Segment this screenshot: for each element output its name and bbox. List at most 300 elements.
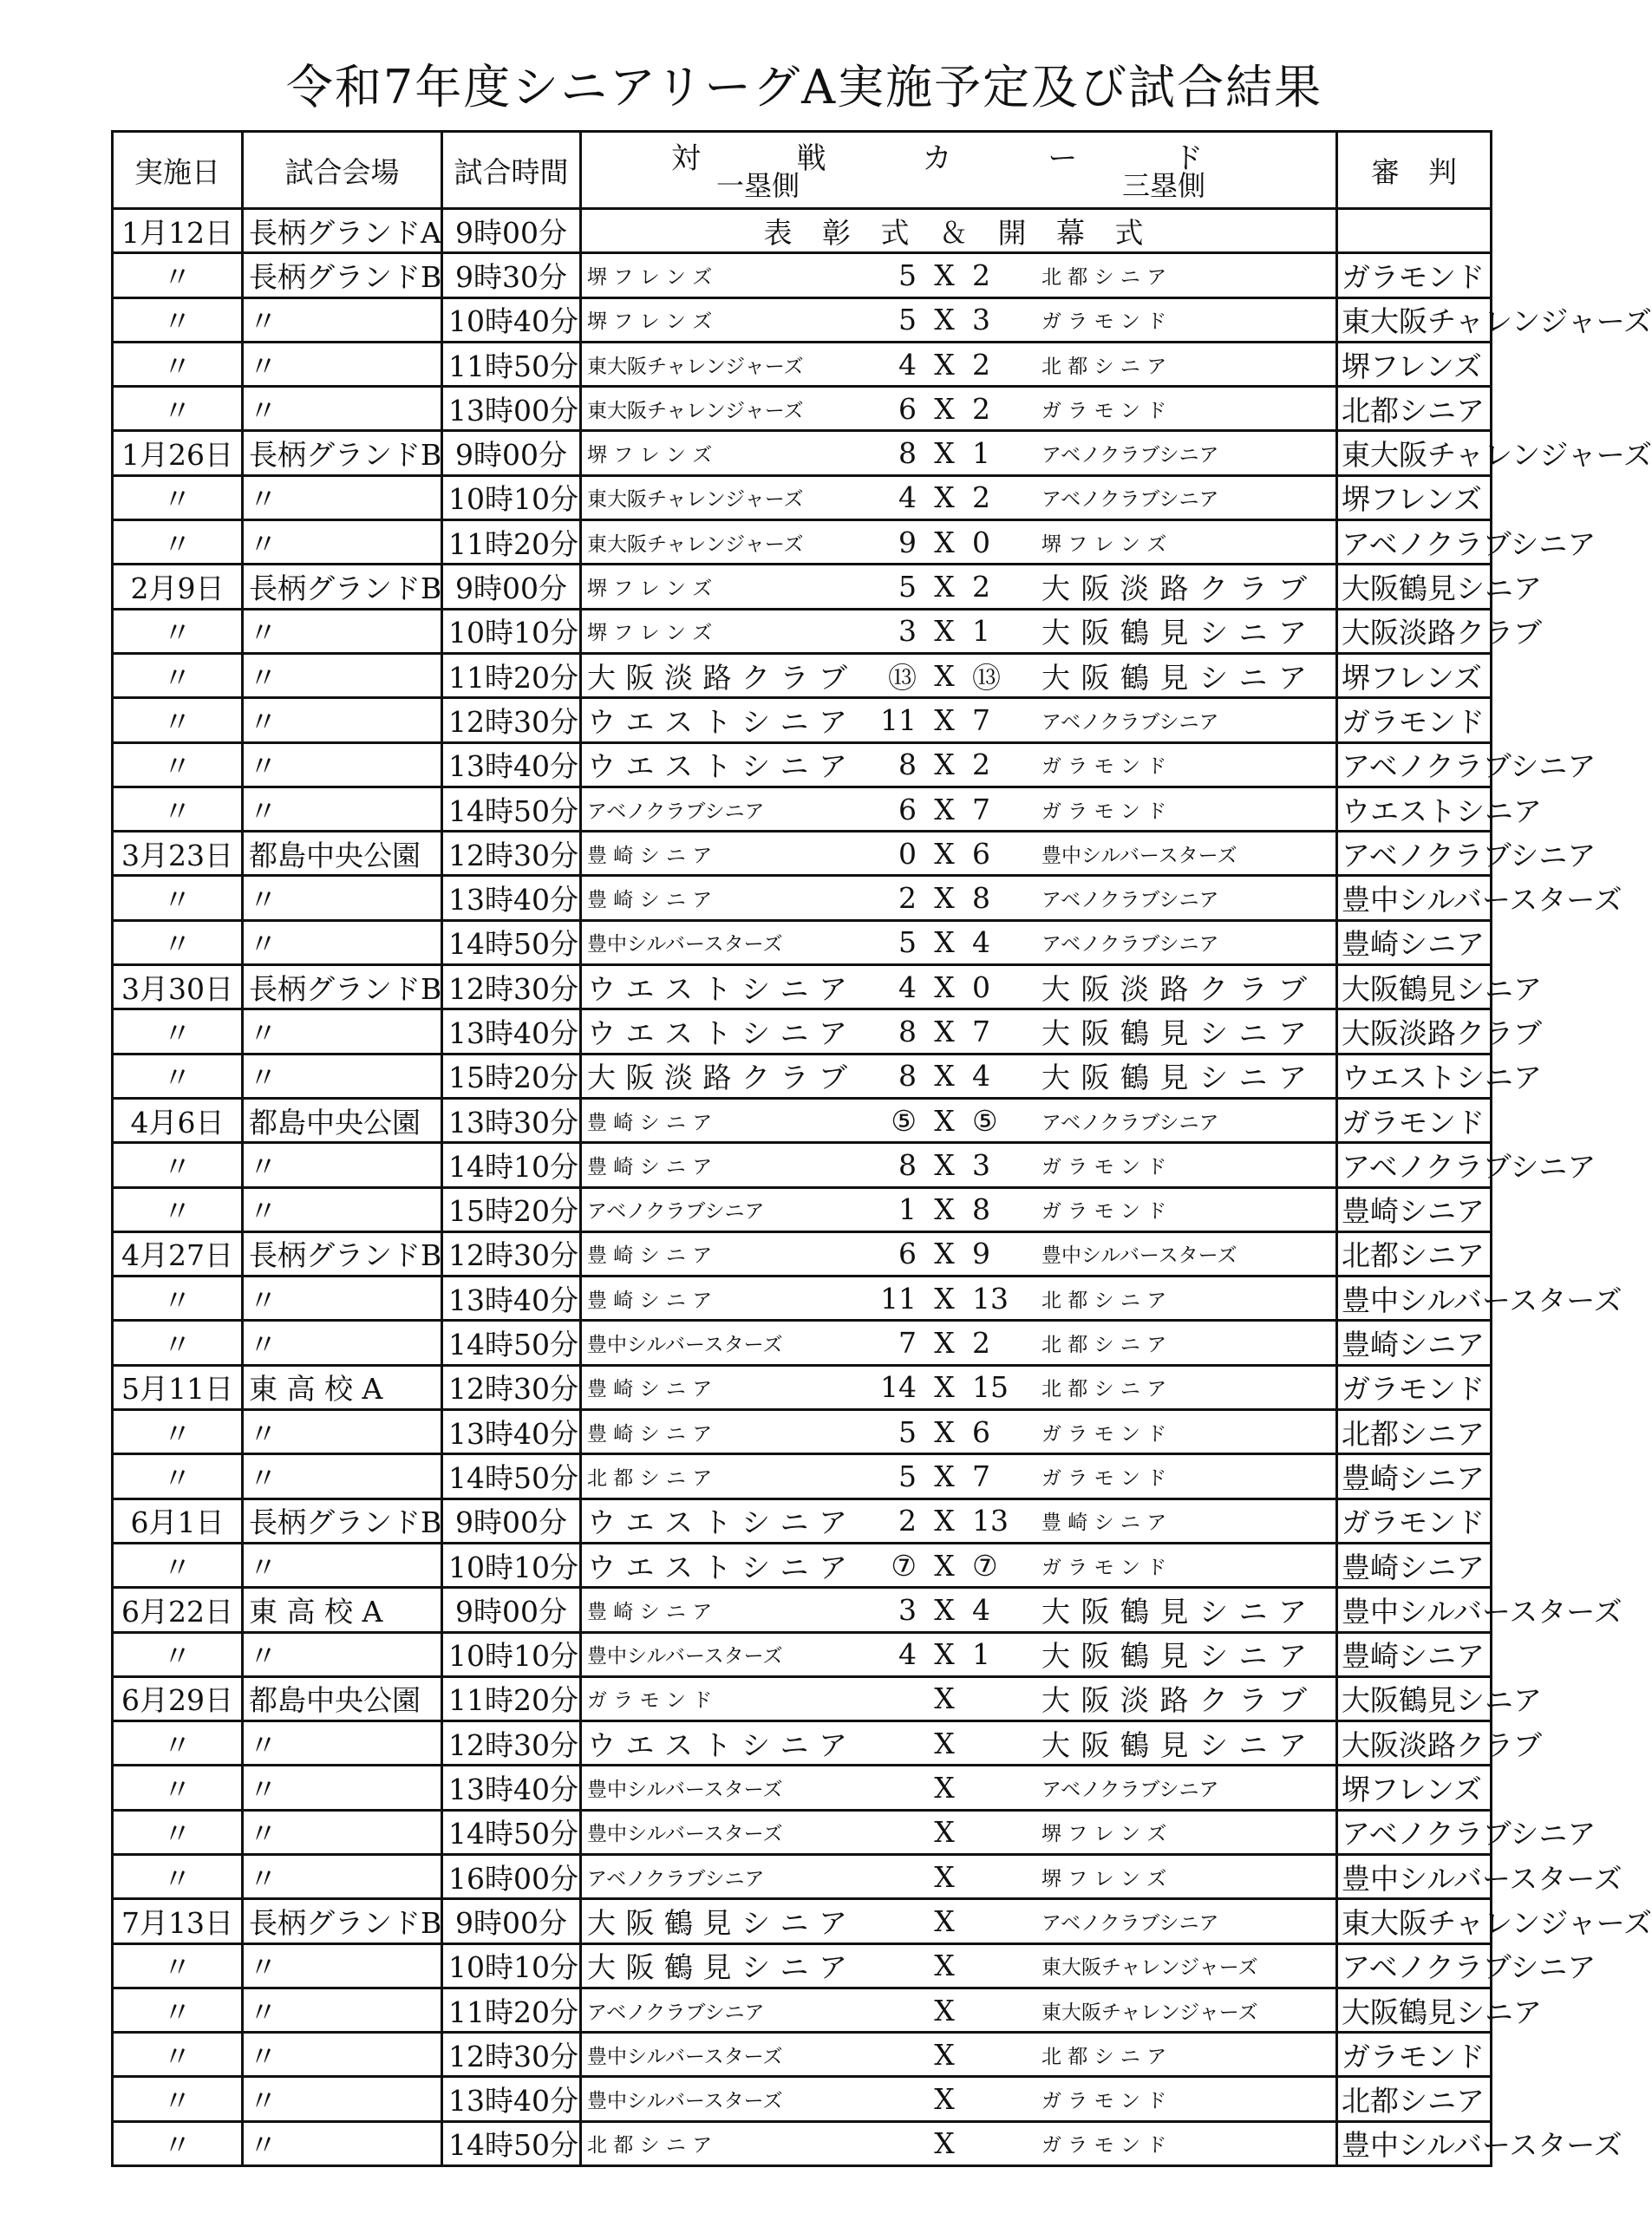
- umpire-cell: 大阪鶴見シニア: [1337, 565, 1492, 609]
- first-base-score: ⑦: [891, 1548, 917, 1583]
- match-card: [582, 388, 1335, 429]
- time-cell: 11時20分: [442, 520, 581, 565]
- first-base-team: ウエストシニア: [587, 1550, 847, 1584]
- time-cell: 11時20分: [442, 1988, 581, 2032]
- first-base-score: 4: [898, 347, 917, 382]
- first-base-score: 8: [898, 748, 917, 782]
- event-label: 表 彰 式 ＆ 開 幕 式: [763, 215, 1154, 250]
- venue-cell: 都島中央公園: [243, 1676, 442, 1720]
- venue-cell: 〃: [243, 1454, 442, 1498]
- table-row: [113, 2077, 1492, 2121]
- table-row: [113, 920, 1492, 964]
- match-card: [582, 1367, 1335, 1408]
- umpire-cell: 豊崎シニア: [1337, 1632, 1492, 1676]
- umpire-cell: 大阪淡路クラブ: [1337, 1009, 1492, 1054]
- versus-mark: X: [934, 480, 955, 515]
- match-card: [582, 1144, 1335, 1185]
- third-base-team: 大阪鶴見シニア: [1041, 1639, 1307, 1674]
- versus-mark: X: [934, 881, 955, 916]
- third-base-team: ガ ラ モ ン ド: [1041, 310, 1167, 334]
- first-base-team: ウエストシニア: [587, 1505, 847, 1540]
- first-base-score: 3: [898, 614, 917, 649]
- match-card-cell: [581, 653, 1337, 697]
- umpire-cell: ガラモンド: [1337, 2033, 1492, 2077]
- match-card: [582, 877, 1335, 918]
- versus-mark: X: [934, 1903, 955, 1938]
- third-base-team: アベノクラブシニア: [1041, 1111, 1219, 1134]
- first-base-team: 大阪淡路クラブ: [587, 1061, 847, 1095]
- versus-mark: X: [934, 1771, 955, 1805]
- first-base-score: 2: [898, 1504, 917, 1538]
- versus-mark: X: [934, 925, 955, 960]
- time-cell: 16時00分: [442, 1854, 581, 1898]
- match-card-cell: [581, 1721, 1337, 1766]
- versus-mark: X: [934, 1548, 955, 1583]
- table-row: [113, 297, 1492, 342]
- third-base-team: アベノクラブシニア: [1041, 889, 1219, 912]
- first-base-team: 豊 崎 シ ニ ア: [587, 1422, 713, 1446]
- first-base-team: アベノクラブシニア: [587, 1867, 765, 1890]
- time-cell: 13時40分: [442, 1276, 581, 1321]
- table-row: [113, 2121, 1492, 2165]
- header-row: [113, 132, 1492, 209]
- match-card: [582, 343, 1335, 385]
- schedule-table: [111, 130, 1652, 2167]
- match-card: [582, 1856, 1335, 1897]
- table-row: [113, 1276, 1492, 1321]
- venue-cell: 〃: [243, 520, 442, 565]
- date-cell: 4月27日: [113, 1231, 243, 1276]
- versus-mark: X: [934, 391, 955, 426]
- third-base-team: 東大阪チャレンジャーズ: [1041, 1956, 1258, 1980]
- venue-cell: 〃: [243, 1009, 442, 1054]
- time-cell: 14時10分: [442, 1143, 581, 1187]
- date-cell: 〃: [113, 1943, 243, 1988]
- versus-mark: X: [934, 1103, 955, 1138]
- time-cell: 10時10分: [442, 1943, 581, 1988]
- versus-mark: X: [934, 1859, 955, 1894]
- third-base-team: 北 都 シ ニ ア: [1041, 1334, 1167, 1357]
- match-card: [582, 1411, 1335, 1453]
- date-cell: 7月13日: [113, 1899, 243, 1943]
- versus-mark: X: [934, 2126, 955, 2161]
- match-card: [582, 922, 1335, 963]
- venue-cell: 〃: [243, 1721, 442, 1766]
- table-row: [113, 1676, 1492, 1720]
- third-base-score: 2: [972, 258, 990, 292]
- venue-cell: 東 高 校 A: [243, 1365, 442, 1409]
- umpire-cell: 豊中シルバースターズ: [1337, 1854, 1492, 1898]
- first-base-team: ウエストシニア: [587, 1015, 847, 1050]
- date-cell: 3月30日: [113, 965, 243, 1009]
- first-base-team: 豊 崎 シ ニ ア: [587, 889, 713, 912]
- first-base-team: ウエストシニア: [587, 749, 847, 784]
- table-row: [113, 1054, 1492, 1098]
- third-base-team: 大阪鶴見シニア: [1041, 1594, 1307, 1629]
- first-base-score: 8: [898, 1147, 917, 1182]
- header-cards-title: 対 戦 カ ー ド: [670, 141, 1247, 176]
- date-cell: 6月22日: [113, 1588, 243, 1632]
- third-base-team: 堺 フ レ ン ズ: [1041, 532, 1167, 556]
- first-base-team: 東大阪チャレンジャーズ: [587, 355, 804, 378]
- versus-mark: X: [934, 1637, 955, 1672]
- match-card: [582, 610, 1335, 652]
- first-base-team: 豊 崎 シ ニ ア: [587, 1289, 713, 1312]
- versus-mark: X: [934, 525, 955, 559]
- third-base-team: アベノクラブシニア: [1041, 1779, 1219, 1802]
- venue-cell: 〃: [243, 1543, 442, 1587]
- first-base-score: ⑤: [891, 1103, 917, 1138]
- first-base-team: 堺 フ レ ン ズ: [587, 310, 713, 334]
- umpire-cell: [1337, 209, 1492, 253]
- date-cell: 〃: [113, 2033, 243, 2077]
- venue-cell: 〃: [243, 653, 442, 697]
- match-card-cell: [581, 1899, 1337, 1943]
- umpire-cell: 北都シニア: [1337, 1410, 1492, 1454]
- match-card: [582, 1900, 1335, 1942]
- match-card: [582, 832, 1335, 874]
- date-cell: 〃: [113, 1766, 243, 1810]
- match-card: [582, 655, 1335, 696]
- match-card: [582, 788, 1335, 830]
- time-cell: 12時30分: [442, 965, 581, 1009]
- versus-mark: X: [934, 970, 955, 1004]
- first-base-team: 豊 崎 シ ニ ア: [587, 1600, 713, 1623]
- first-base-team: アベノクラブシニア: [587, 800, 765, 823]
- time-cell: 15時20分: [442, 1187, 581, 1231]
- table-row: [113, 1009, 1492, 1054]
- umpire-cell: 大阪鶴見シニア: [1337, 1676, 1492, 1720]
- third-base-team: アベノクラブシニア: [1041, 933, 1219, 957]
- time-cell: 9時00分: [442, 209, 581, 253]
- first-base-team: 豊中シルバースターズ: [587, 1645, 783, 1668]
- umpire-cell: 東大阪チャレンジャーズ: [1337, 1899, 1492, 1943]
- umpire-cell: ガラモンド: [1337, 1098, 1492, 1142]
- first-base-score: 2: [898, 881, 917, 916]
- time-cell: 14時50分: [442, 1454, 581, 1498]
- header-date: 実施日: [113, 132, 243, 209]
- time-cell: 12時30分: [442, 832, 581, 876]
- match-card-cell: [581, 1365, 1337, 1409]
- time-cell: 10時10分: [442, 609, 581, 653]
- match-card-cell: [581, 2121, 1337, 2165]
- header-umpire: 審 判: [1337, 132, 1492, 209]
- venue-cell: 〃: [243, 1143, 442, 1187]
- first-base-score: 1: [898, 1192, 917, 1227]
- third-base-team: アベノクラブシニア: [1041, 710, 1219, 734]
- third-base-team: 北 都 シ ニ ア: [1041, 355, 1167, 378]
- first-base-score: 4: [898, 970, 917, 1004]
- match-card-cell: [581, 1321, 1337, 1365]
- versus-mark: X: [934, 1326, 955, 1361]
- versus-mark: X: [934, 570, 955, 604]
- match-card: [582, 565, 1335, 607]
- match-card-cell: [581, 253, 1337, 297]
- venue-cell: 〃: [243, 475, 442, 519]
- first-base-score: 8: [898, 1059, 917, 1094]
- date-cell: 1月26日: [113, 431, 243, 475]
- venue-cell: 〃: [243, 698, 442, 742]
- first-base-team: アベノクラブシニア: [587, 1200, 765, 1224]
- match-card-cell: [581, 387, 1337, 431]
- first-base-score: 5: [898, 570, 917, 604]
- versus-mark: X: [934, 1147, 955, 1182]
- date-cell: 〃: [113, 2077, 243, 2121]
- umpire-cell: 豊崎シニア: [1337, 1454, 1492, 1498]
- versus-mark: X: [934, 1014, 955, 1048]
- third-base-team: 大阪鶴見シニア: [1041, 616, 1307, 650]
- versus-mark: X: [934, 303, 955, 337]
- date-cell: 2月9日: [113, 565, 243, 609]
- match-card-cell: [581, 1766, 1337, 1810]
- table-row: [113, 1098, 1492, 1142]
- umpire-cell: 豊崎シニア: [1337, 1321, 1492, 1365]
- table-row: [113, 1187, 1492, 1231]
- third-base-team: 豊中シルバースターズ: [1041, 1244, 1237, 1268]
- date-cell: 〃: [113, 1810, 243, 1854]
- venue-cell: 〃: [243, 876, 442, 920]
- match-card-cell: [581, 920, 1337, 964]
- third-base-score: 13: [972, 1281, 1009, 1316]
- third-base-team: ガ ラ モ ン ド: [1041, 1200, 1167, 1224]
- first-base-team: 北 都 シ ニ ア: [587, 2134, 713, 2158]
- match-card-cell: [581, 1231, 1337, 1276]
- match-card: [582, 1634, 1335, 1675]
- time-cell: 13時40分: [442, 876, 581, 920]
- versus-mark: X: [934, 1459, 955, 1493]
- umpire-cell: 東大阪チャレンジャーズ: [1337, 431, 1492, 475]
- versus-mark: X: [934, 1059, 955, 1094]
- venue-cell: 〃: [243, 1943, 442, 1988]
- umpire-cell: 堺フレンズ: [1337, 653, 1492, 697]
- versus-mark: X: [934, 658, 955, 693]
- date-cell: 〃: [113, 1543, 243, 1587]
- first-base-team: 北 都 シ ニ ア: [587, 1466, 713, 1490]
- date-cell: 〃: [113, 297, 243, 342]
- venue-cell: 長柄グランドA: [243, 209, 442, 253]
- table-row: [113, 565, 1492, 609]
- third-base-score: 0: [972, 525, 990, 559]
- table-row: [113, 1988, 1492, 2032]
- time-cell: 12時30分: [442, 2033, 581, 2077]
- venue-cell: 〃: [243, 297, 442, 342]
- match-card: [582, 1455, 1335, 1497]
- match-card-cell: [581, 1854, 1337, 1898]
- match-card-cell: [581, 342, 1337, 386]
- umpire-cell: ウエストシニア: [1337, 1054, 1492, 1098]
- first-base-score: 5: [898, 1414, 917, 1449]
- venue-cell: 〃: [243, 342, 442, 386]
- date-cell: 〃: [113, 876, 243, 920]
- versus-mark: X: [934, 836, 955, 871]
- venue-cell: 〃: [243, 1632, 442, 1676]
- time-cell: 14時50分: [442, 787, 581, 831]
- versus-mark: X: [934, 1192, 955, 1227]
- table-row: [113, 1943, 1492, 1988]
- first-base-team: 大阪淡路クラブ: [587, 660, 847, 695]
- date-cell: 〃: [113, 387, 243, 431]
- first-base-team: 豊中シルバースターズ: [587, 933, 783, 957]
- table-row: [113, 1899, 1492, 1943]
- third-base-score: 8: [972, 881, 990, 916]
- time-cell: 14時50分: [442, 2121, 581, 2165]
- versus-mark: X: [934, 1681, 955, 1716]
- third-base-team: 大阪鶴見シニア: [1041, 1015, 1307, 1050]
- match-card-cell: [581, 1543, 1337, 1587]
- third-base-team: 北 都 シ ニ ア: [1041, 1289, 1167, 1312]
- first-base-team: 東大阪チャレンジャーズ: [587, 488, 804, 512]
- page-title: 令和7年度シニアリーグA実施予定及び試合結果: [285, 60, 1323, 114]
- third-base-team: 北 都 シ ニ ア: [1041, 2045, 1167, 2068]
- third-base-team: ガ ラ モ ン ド: [1041, 1466, 1167, 1490]
- third-base-score: 6: [972, 1414, 990, 1449]
- venue-cell: 〃: [243, 920, 442, 964]
- date-cell: 1月12日: [113, 209, 243, 253]
- umpire-cell: アベノクラブシニア: [1337, 1143, 1492, 1187]
- third-base-team: ガ ラ モ ン ド: [1041, 2134, 1167, 2158]
- time-cell: 10時10分: [442, 1632, 581, 1676]
- match-card: [582, 1589, 1335, 1630]
- third-base-team: ガ ラ モ ン ド: [1041, 1422, 1167, 1446]
- date-cell: 〃: [113, 1454, 243, 1498]
- match-card: [582, 299, 1335, 341]
- venue-cell: 〃: [243, 1766, 442, 1810]
- date-cell: 〃: [113, 1054, 243, 1098]
- date-cell: 3月23日: [113, 832, 243, 876]
- time-cell: 9時00分: [442, 431, 581, 475]
- date-cell: 〃: [113, 1721, 243, 1766]
- third-base-team: ガ ラ モ ン ド: [1041, 1556, 1167, 1579]
- table-row: [113, 1721, 1492, 1766]
- table-row: [113, 1632, 1492, 1676]
- table-row: [113, 1766, 1492, 1810]
- table-row: [113, 1810, 1492, 1854]
- third-base-score: 15: [972, 1370, 1009, 1405]
- match-card-cell: [581, 1009, 1337, 1054]
- date-cell: 〃: [113, 653, 243, 697]
- date-cell: 〃: [113, 253, 243, 297]
- time-cell: 12時30分: [442, 698, 581, 742]
- versus-mark: X: [934, 1504, 955, 1538]
- time-cell: 12時30分: [442, 1231, 581, 1276]
- time-cell: 10時40分: [442, 297, 581, 342]
- date-cell: 〃: [113, 1143, 243, 1187]
- table-row: [113, 1365, 1492, 1409]
- first-base-team: 豊 崎 シ ニ ア: [587, 1244, 713, 1268]
- first-base-team: ガ ラ モ ン ド: [587, 1689, 713, 1713]
- first-base-team: 大阪鶴見シニア: [587, 1950, 847, 1985]
- third-base-score: 2: [972, 570, 990, 604]
- table-row: [113, 1588, 1492, 1632]
- versus-mark: X: [934, 1414, 955, 1449]
- match-card: [582, 744, 1335, 786]
- versus-mark: X: [934, 1815, 955, 1850]
- match-card-cell: [581, 520, 1337, 565]
- third-base-team: 大阪鶴見シニア: [1041, 660, 1307, 695]
- venue-cell: 〃: [243, 2033, 442, 2077]
- table-row: [113, 1321, 1492, 1365]
- first-base-score: 8: [898, 436, 917, 471]
- first-base-score: 6: [898, 1237, 917, 1271]
- match-card-cell: [581, 1054, 1337, 1098]
- match-card: [582, 1678, 1335, 1720]
- third-base-team: アベノクラブシニア: [1041, 1911, 1219, 1935]
- first-base-team: ウエストシニア: [587, 704, 847, 739]
- table-row: [113, 876, 1492, 920]
- match-card: [582, 1766, 1335, 1808]
- versus-mark: X: [934, 1993, 955, 2027]
- third-base-score: 2: [972, 480, 990, 515]
- third-base-team: 北 都 シ ニ ア: [1041, 1378, 1167, 1401]
- date-cell: 〃: [113, 1187, 243, 1231]
- first-base-team: 豊中シルバースターズ: [587, 2090, 783, 2113]
- first-base-score: 6: [898, 792, 917, 826]
- match-card-cell: [581, 209, 1337, 253]
- first-base-team: 堺 フ レ ン ズ: [587, 578, 713, 601]
- time-cell: 13時40分: [442, 1410, 581, 1454]
- versus-mark: X: [934, 436, 955, 471]
- match-card: [582, 1945, 1335, 1987]
- match-card: [582, 2034, 1335, 2075]
- table-row: [113, 787, 1492, 831]
- first-base-score: 4: [898, 1637, 917, 1672]
- venue-cell: 〃: [243, 609, 442, 653]
- versus-mark: X: [934, 614, 955, 649]
- versus-mark: X: [934, 347, 955, 382]
- versus-mark: X: [934, 1949, 955, 1983]
- versus-mark: X: [934, 2082, 955, 2117]
- versus-mark: X: [934, 1726, 955, 1760]
- table-row: [113, 1543, 1492, 1587]
- third-base-score: 8: [972, 1192, 990, 1227]
- first-base-score: 7: [898, 1326, 917, 1361]
- time-cell: 10時10分: [442, 1543, 581, 1587]
- match-card-cell: [581, 1276, 1337, 1321]
- match-card: [582, 477, 1335, 519]
- venue-cell: 長柄グランドB: [243, 1231, 442, 1276]
- match-card-cell: [581, 1187, 1337, 1231]
- venue-cell: 〃: [243, 1410, 442, 1454]
- first-base-team: 東大阪チャレンジャーズ: [587, 399, 804, 422]
- first-base-team: 豊 崎 シ ニ ア: [587, 1155, 713, 1179]
- third-base-score: 4: [972, 1059, 990, 1094]
- match-card-cell: [581, 1676, 1337, 1720]
- table-row: [113, 742, 1492, 787]
- time-cell: 11時50分: [442, 342, 581, 386]
- third-base-score: 9: [972, 1237, 990, 1271]
- third-base-score: 1: [972, 614, 990, 649]
- date-cell: 6月29日: [113, 1676, 243, 1720]
- third-base-team: ガ ラ モ ン ド: [1041, 2090, 1167, 2113]
- header-first-base: 一塁側: [716, 169, 800, 202]
- first-base-team: ウエストシニア: [587, 971, 847, 1006]
- match-card-cell: [581, 2077, 1337, 2121]
- third-base-team: 堺 フ レ ン ズ: [1041, 1867, 1167, 1890]
- umpire-cell: 豊中シルバースターズ: [1337, 876, 1492, 920]
- match-card: [582, 699, 1335, 741]
- match-card-cell: [581, 1810, 1337, 1854]
- time-cell: 14時50分: [442, 1810, 581, 1854]
- table-row: [113, 520, 1492, 565]
- match-card-cell: [581, 1988, 1337, 2032]
- table-row: [113, 1498, 1492, 1543]
- table-row: [113, 342, 1492, 386]
- first-base-score: 14: [880, 1370, 917, 1405]
- venue-cell: 〃: [243, 387, 442, 431]
- date-cell: 〃: [113, 1009, 243, 1054]
- table-row: [113, 1410, 1492, 1454]
- first-base-score: ⑬: [888, 660, 917, 695]
